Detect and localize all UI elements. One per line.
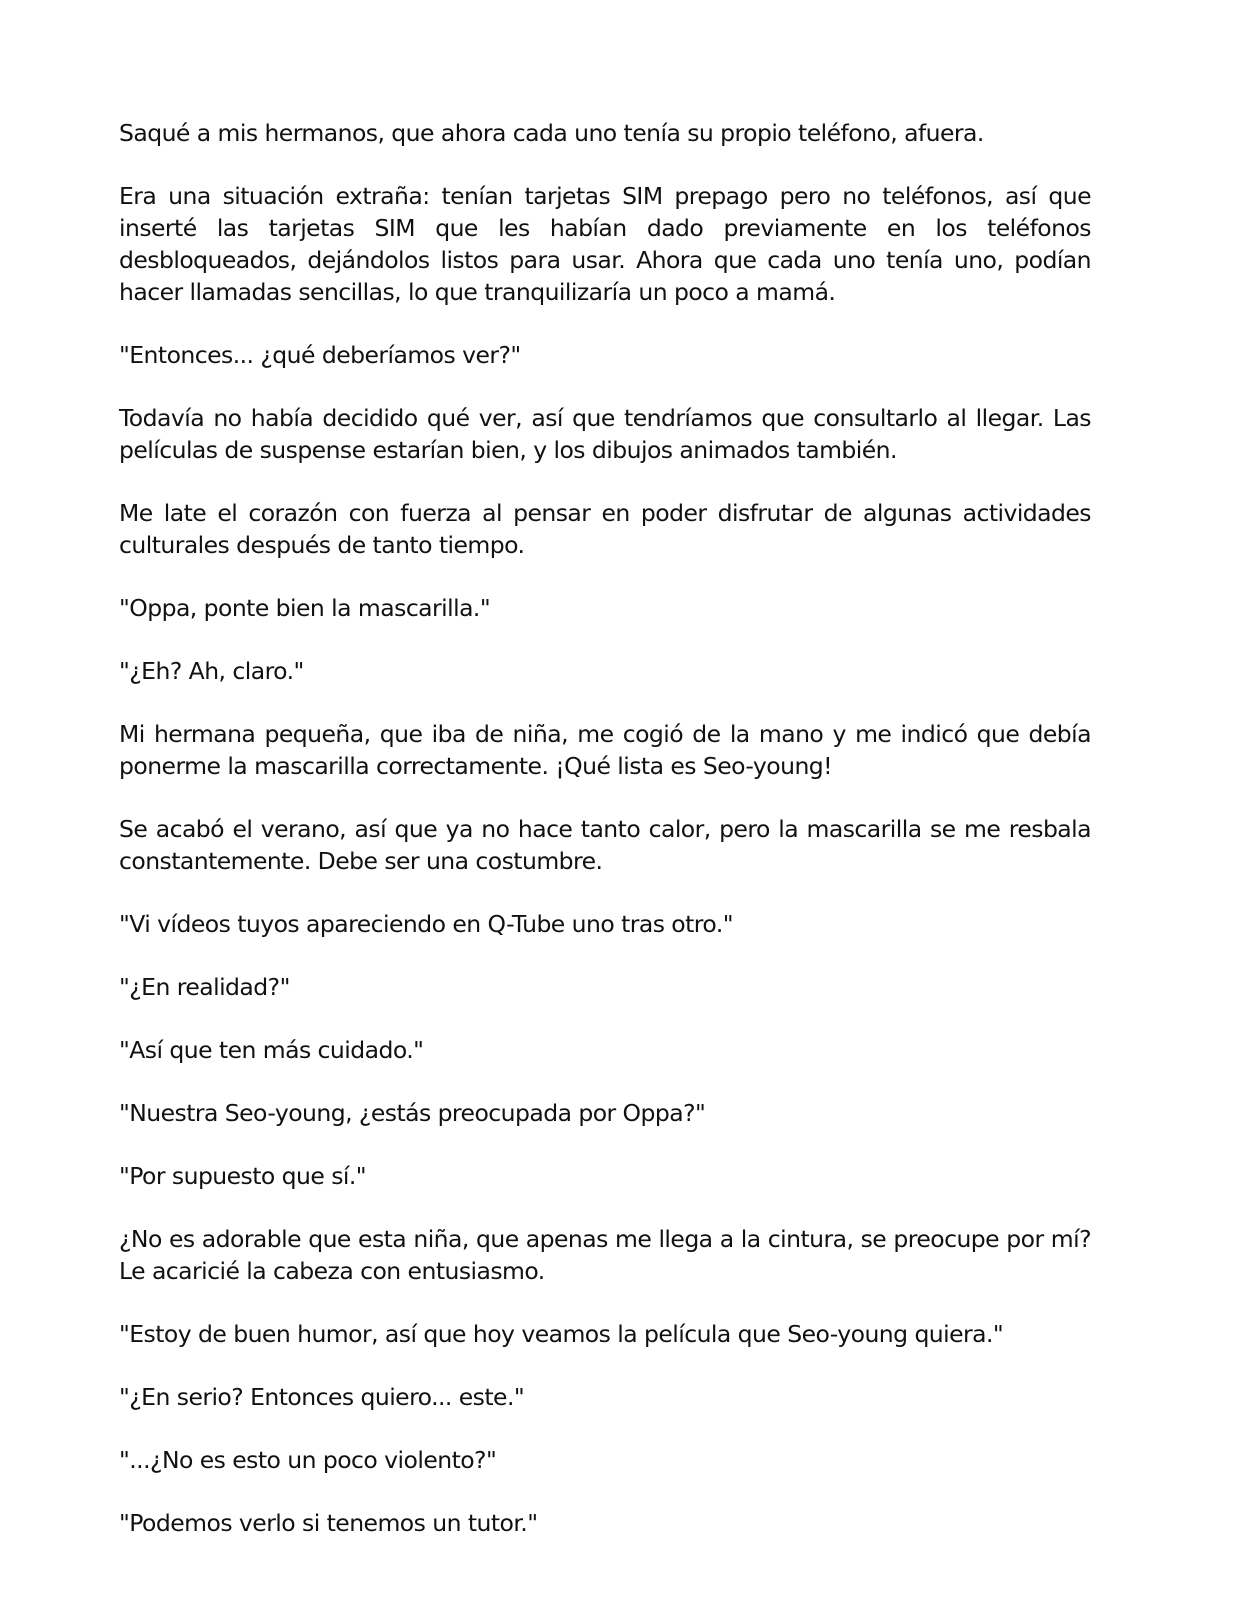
- paragraph-18: "...¿No es esto un poco violento?": [119, 1446, 497, 1474]
- paragraph-15: ¿No es adorable que esta niña, que apenas me llega a la cintura, se preocupe por mí? Le acaricié la cabeza con entusiasmo.: [119, 1225, 1091, 1285]
- paragraph-19: "Podemos verlo si tenemos un tutor.": [119, 1509, 538, 1537]
- paragraph-3: "Entonces... ¿qué deberíamos ver?": [119, 341, 521, 369]
- paragraph-9: Se acabó el verano, así que ya no hace tanto calor, pero la mascarilla se me resbala constantemente. Debe ser una costumbre.: [119, 815, 1091, 875]
- paragraph-17: "¿En serio? Entonces quiero... este.": [119, 1383, 525, 1411]
- paragraph-7: "¿Eh? Ah, claro.": [119, 657, 304, 685]
- paragraph-10: "Vi vídeos tuyos apareciendo en Q-Tube uno tras otro.": [119, 910, 733, 938]
- paragraph-2: Era una situación extraña: tenían tarjetas SIM prepago pero no teléfonos, así que inserté las tarjetas SIM que les habían dado previamente en los teléfonos desbloqueados, dejándolos listos para usar. Ahora que cada uno tenía uno, podían hacer llamadas sencillas, lo que tranquilizaría un poco a mamá.: [119, 182, 1091, 306]
- paragraph-8: Mi hermana pequeña, que iba de niña, me cogió de la mano y me indicó que debía ponerme la mascarilla correctamente. ¡Qué lista es Seo-young!: [119, 720, 1091, 780]
- paragraph-14: "Por supuesto que sí.": [119, 1162, 367, 1190]
- paragraph-5: Me late el corazón con fuerza al pensar en poder disfrutar de algunas actividades culturales después de tanto tiempo.: [119, 499, 1091, 559]
- paragraph-4: Todavía no había decidido qué ver, así que tendríamos que consultarlo al llegar. Las películas de suspense estarían bien, y los dibujos animados también.: [119, 404, 1091, 464]
- paragraph-12: "Así que ten más cuidado.": [119, 1036, 424, 1064]
- paragraph-11: "¿En realidad?": [119, 973, 290, 1001]
- document-body: [119, 117, 1091, 1570]
- paragraph-16: "Estoy de buen humor, así que hoy veamos la película que Seo-young quiera.": [119, 1320, 1004, 1348]
- paragraph-1: Saqué a mis hermanos, que ahora cada uno tenía su propio teléfono, afuera.: [119, 119, 984, 147]
- paragraph-6: "Oppa, ponte bien la mascarilla.": [119, 594, 491, 622]
- paragraph-13: "Nuestra Seo-young, ¿estás preocupada por Oppa?": [119, 1099, 706, 1127]
